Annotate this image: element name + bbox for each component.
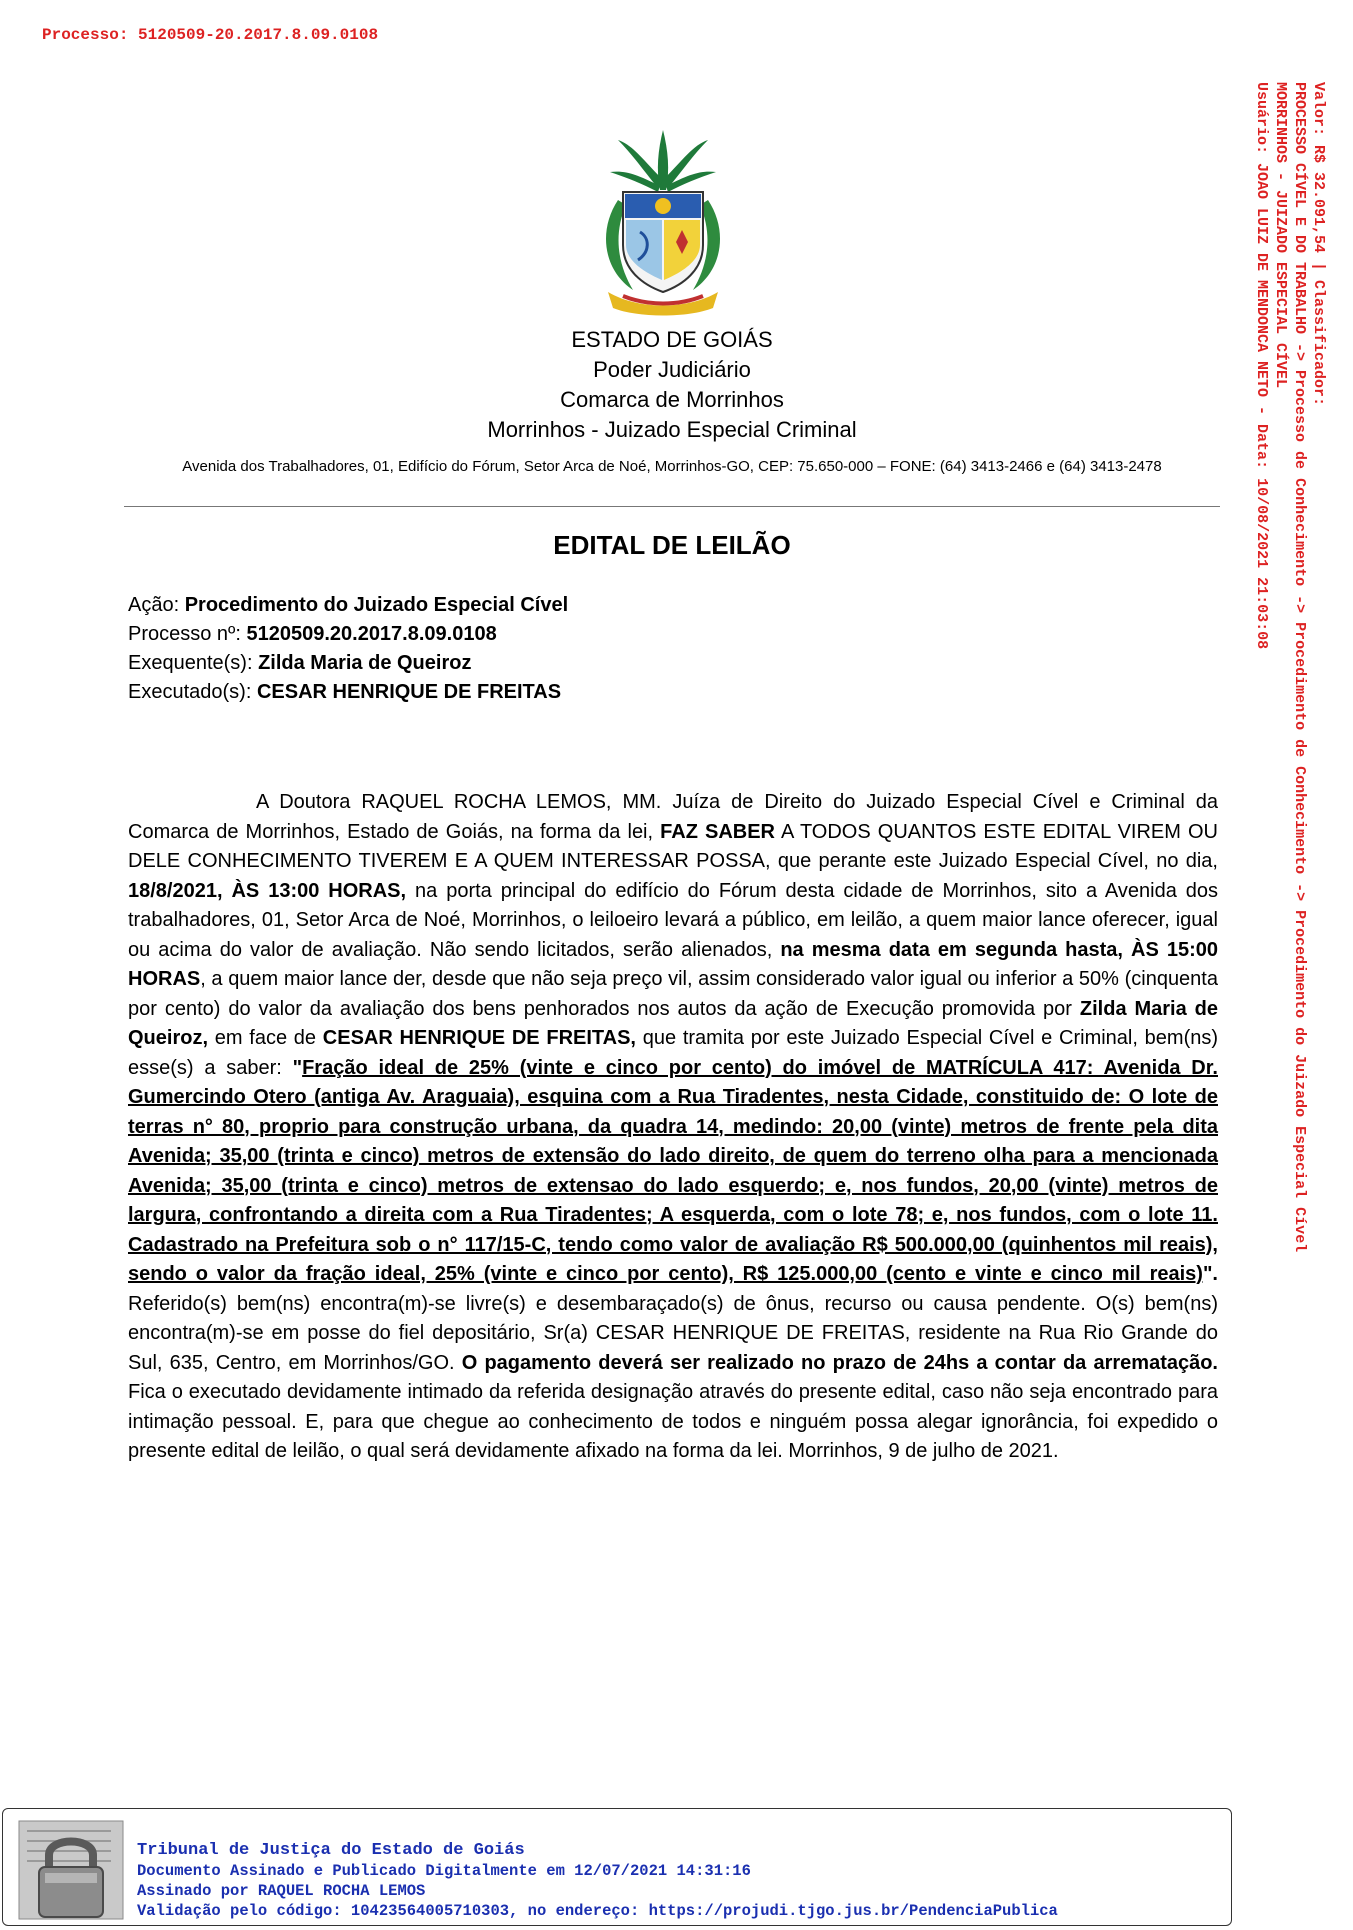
padlock-icon	[15, 1819, 127, 1923]
letterhead-comarca: Comarca de Morrinhos	[560, 387, 784, 412]
letterhead-state: ESTADO DE GOIÁS	[571, 327, 773, 352]
signature-info	[137, 1841, 1058, 1921]
case-process: Processo nº: 5120509.20.2017.8.09.0108	[128, 623, 497, 645]
property-description: Fração ideal de 25% (vinte e cinco por cento) do imóvel de MATRÍCULA 417: Avenida Dr. Gumercindo Otero (antiga Av. Araguaia), esquina com a Rua Tiradentes, nesta Cidade, constituido de: O lote de terras n° 80, proprio para construção urbana, da quadra 14, medindo: 20,00 (vinte) metros de frente pela dita Avenida; 35,00 (trinta e cinco) metros de extensão do lado direito, de quem do terreno olha para a mencionada Avenida; 35,00 (trinta e cinco) metros de extensao do lado esquerdo; e, nos fundos, 20,00 (vinte) metros de largura, confrontando a direita com a Rua Tiradentes; A esquerda, com o lote 78; e, nos fundos, com o lote 11. Cadastrado na Prefeitura sob o n° 117/15-C, tendo como valor de avaliação R$ 500.000,00 (quinhentos mil reais), sendo o valor da fração ideal, 25% (vinte e cinco por cento), R$ 125.000,00 (cento e vinte e cinco mil reais)	[128, 1056, 1218, 1285]
signature-date: Documento Assinado e Publicado Digitalmente em 12/07/2021 14:31:16	[137, 1862, 751, 1880]
stamp-line-value: Valor: R$ 32.091,54 | Classificador:	[1310, 82, 1327, 407]
letterhead-power: Poder Judiciário	[593, 357, 751, 382]
court-name: Tribunal de Justiça do Estado de Goiás	[137, 1841, 525, 1860]
validation-code[interactable]: Validação pelo código: 10423564005710303, no endereço: https://projudi.tjgo.jus.br/PendenciaPublica	[137, 1902, 1058, 1920]
digital-signature-footer	[2, 1808, 1232, 1926]
stamp-line-class: PROCESSO CÍVEL E DO TRABALHO -> Processo de Conhecimento -> Procedimento de Conhecimento -> Procedimento do Juizado Especial Cível	[1291, 82, 1308, 1253]
case-info	[128, 591, 1028, 707]
signer: Assinado por RAQUEL ROCHA LEMOS	[137, 1882, 426, 1900]
side-classification-stamp	[1228, 82, 1328, 1582]
process-number-stamp: Processo: 5120509-20.2017.8.09.0108	[42, 26, 379, 44]
document-title: EDITAL DE LEILÃO	[553, 530, 791, 560]
case-action: Ação: Procedimento do Juizado Especial Cível	[128, 594, 569, 616]
letterhead-divider	[124, 506, 1220, 507]
letterhead-court: Morrinhos - Juizado Especial Criminal	[487, 417, 857, 442]
edict-body: A Doutora RAQUEL ROCHA LEMOS, MM. Juíza de Direito do Juizado Especial Cível e Criminal da Comarca de Morrinhos, Estado de Goiás, na forma da lei, FAZ SABER A TODOS QUANTOS ESTE EDITAL VIREM OU DELE CONHECIMENTO TIVEREM E A QUEM INTERESSAR POSSA, que perante este Juizado Especial Cível, no dia, 18/8/2021, ÀS 13:00 HORAS, na porta principal do edifício do Fórum desta cidade de Morrinhos, sito a Avenida dos trabalhadores, 01, Setor Arca de Noé, Morrinhos, o leiloeiro levará a público, em leilão, a quem maior lance oferecer, igual ou acima do valor de avaliação. Não sendo licitados, serão alienados, na mesma data em segunda hasta, ÀS 15:00 HORAS, a quem maior lance der, desde que não seja preço vil, assim considerado valor igual ou inferior a 50% (cinquenta por cento) do valor da avaliação dos bens penhorados nos autos da ação de Execução promovida por Zilda Maria de Queiroz, em face de CESAR HENRIQUE DE FREITAS, que tramita por este Juizado Especial Cível e Criminal, bem(ns) esse(s) a saber: "Fração ideal de 25% (vinte e cinco por cento) do imóvel de MATRÍCULA 417: Avenida Dr. Gumercindo Otero (antiga Av. Araguaia), esquina com a Rua Tiradentes, nesta Cidade, constituido de: O lote de terras n° 80, proprio para construção urbana, da quadra 14, medindo: 20,00 (vinte) metros de frente pela dita Avenida; 35,00 (trinta e cinco) metros de extensão do lado direito, de quem do terreno olha para a mencionada Avenida; 35,00 (trinta e cinco) metros de extensao do lado esquerdo; e, nos fundos, 20,00 (vinte) metros de largura, confrontando a direita com a Rua Tiradentes; A esquerda, com o lote 78; e, nos fundos, com o lote 11. Cadastrado na Prefeitura sob o n° 117/15-C, tendo como valor de avaliação R$ 500.000,00 (quinhentos mil reais), sendo o valor da fração ideal, 25% (vinte e cinco por cento), R$ 125.000,00 (cento e vinte e cinco mil reais)". Referido(s) bem(ns) encontra(m)-se livre(s) e desembaraçado(s) de ônus, recurso ou causa pendente. O(s) bem(ns) encontra(m)-se em posse do fiel depositário, Sr(a) CESAR HENRIQUE DE FREITAS, residente na Rua Rio Grande do Sul, 635, Centro, em Morrinhos/GO. O pagamento deverá ser realizado no prazo de 24hs a contar da arrematação. Fica o executado devidamente intimado da referida designação através do presente edital, caso não seja encontrado para intimação pessoal. E, para que chegue ao conhecimento de todos e ninguém possa alegar ignorância, foi expedido o presente edital de leilão, o qual será devidamente afixado na forma da lei. Morrinhos, 9 de julho de 2021.	[128, 791, 1219, 1462]
letterhead-address: Avenida dos Trabalhadores, 01, Edifício do Fórum, Setor Arca de Noé, Morrinhos-GO, CEP: 75.650-000 – FONE: (64) 3413-2466 e (64) 3413-2478	[182, 458, 1162, 475]
stamp-line-user: Usuário: JOAO LUIZ DE MENDONCA NETO - Data: 10/08/2021 21:03:08	[1253, 82, 1270, 650]
goias-coat-of-arms-icon	[588, 120, 738, 320]
case-defendant: Executado(s): CESAR HENRIQUE DE FREITAS	[128, 681, 562, 703]
stamp-line-court: MORRINHOS - JUIZADO ESPECIAL CÍVEL	[1272, 82, 1289, 389]
case-plaintiff: Exequente(s): Zilda Maria de Queiroz	[128, 652, 472, 674]
